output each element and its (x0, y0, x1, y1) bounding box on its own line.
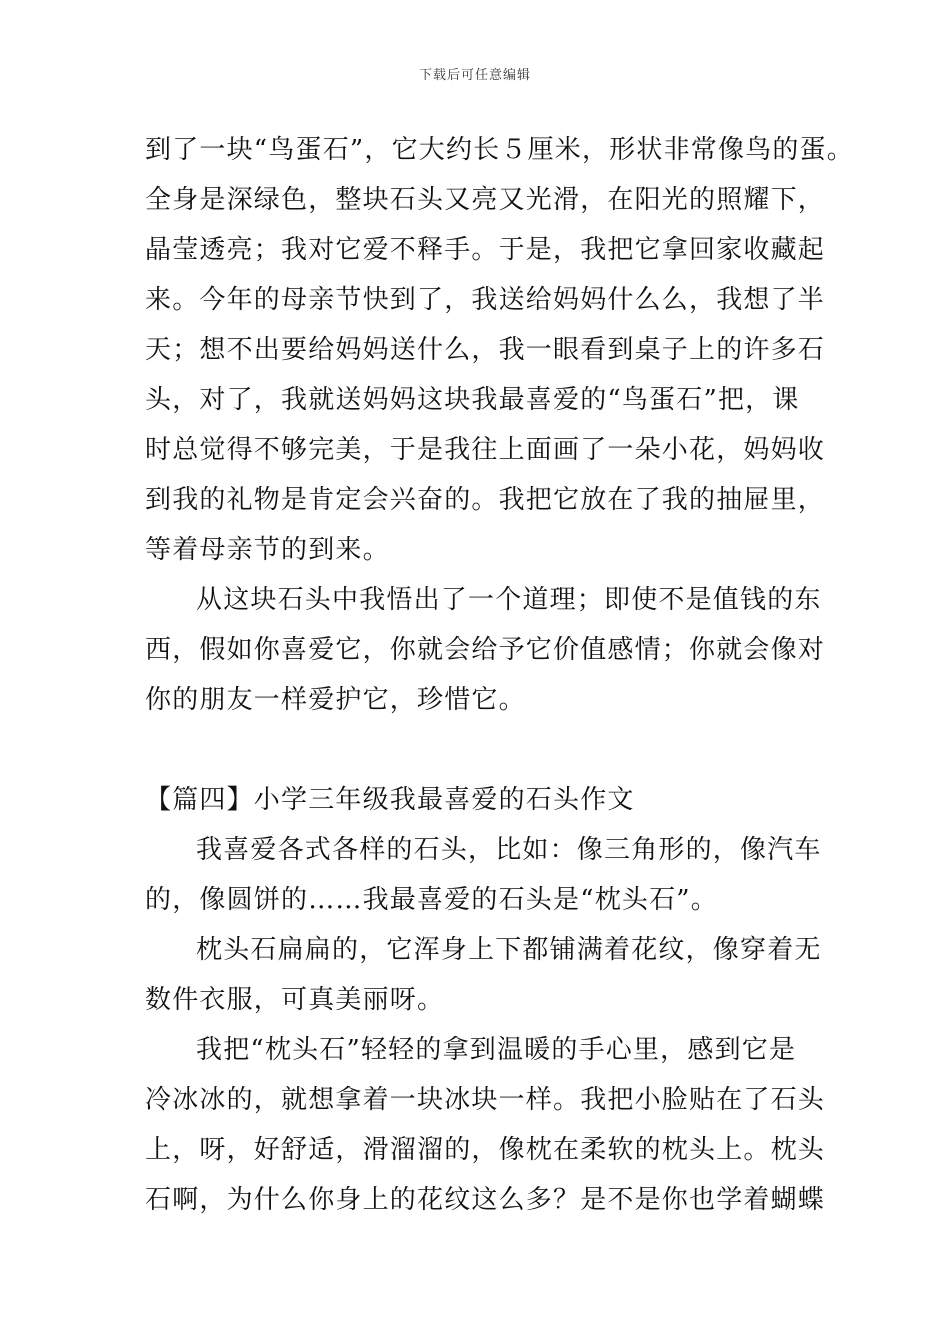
text-line: 到了一块“鸟蛋石”，它大约长５厘米，形状非常像鸟的蛋。 (145, 135, 854, 165)
text-line: 全身是深绿色，整块石头又亮又光滑，在阳光的照耀下， (145, 185, 826, 215)
section-heading: 【篇四】小学三年级我最喜爱的石头作文 (145, 785, 635, 815)
text-line: 数件衣服，可真美丽呀。 (145, 985, 445, 1015)
text-line: 上，呀，好舒适，滑溜溜的，像枕在柔软的枕头上。枕头 (145, 1135, 826, 1165)
paragraph-start-line: 从这块石头中我悟出了一个道理；即使不是值钱的东 (196, 585, 822, 615)
text-line: 头，对了，我就送妈妈这块我最喜爱的“鸟蛋石”把，课 (145, 385, 800, 415)
page-header: 下载后可任意编辑 (418, 68, 531, 83)
paragraph-start-line: 我把“枕头石”轻轻的拿到温暖的手心里，感到它是 (196, 1035, 797, 1065)
text-line: 等着母亲节的到来。 (145, 535, 390, 565)
text-line: 晶莹透亮；我对它爱不释手。于是，我把它拿回家收藏起 (145, 235, 826, 265)
text-line: 时总觉得不够完美，于是我往上面画了一朵小花，妈妈收 (145, 435, 826, 465)
text-line: 到我的礼物是肯定会兴奋的。我把它放在了我的抽屉里， (145, 485, 826, 515)
text-line: 来。今年的母亲节快到了，我送给妈妈什么么，我想了半 (145, 285, 826, 315)
text-line: 天；想不出要给妈妈送什么，我一眼看到桌子上的许多石 (145, 335, 826, 365)
text-line: 的，像圆饼的……我最喜爱的石头是“枕头石”。 (145, 885, 718, 915)
text-line: 你的朋友一样爱护它，珍惜它。 (145, 685, 526, 715)
paragraph-start-line: 枕头石扁扁的，它浑身上下都铺满着花纹，像穿着无 (196, 935, 822, 965)
text-line: 石啊，为什么你身上的花纹这么多？是不是你也学着蝴蝶 (145, 1185, 826, 1215)
text-line: 冷冰冰的，就想拿着一块冰块一样。我把小脸贴在了石头 (145, 1085, 826, 1115)
paragraph-start-line: 我喜爱各式各样的石头，比如：像三角形的，像汽车 (196, 835, 822, 865)
text-line: 西，假如你喜爱它，你就会给予它价值感情；你就会像对 (145, 635, 826, 665)
